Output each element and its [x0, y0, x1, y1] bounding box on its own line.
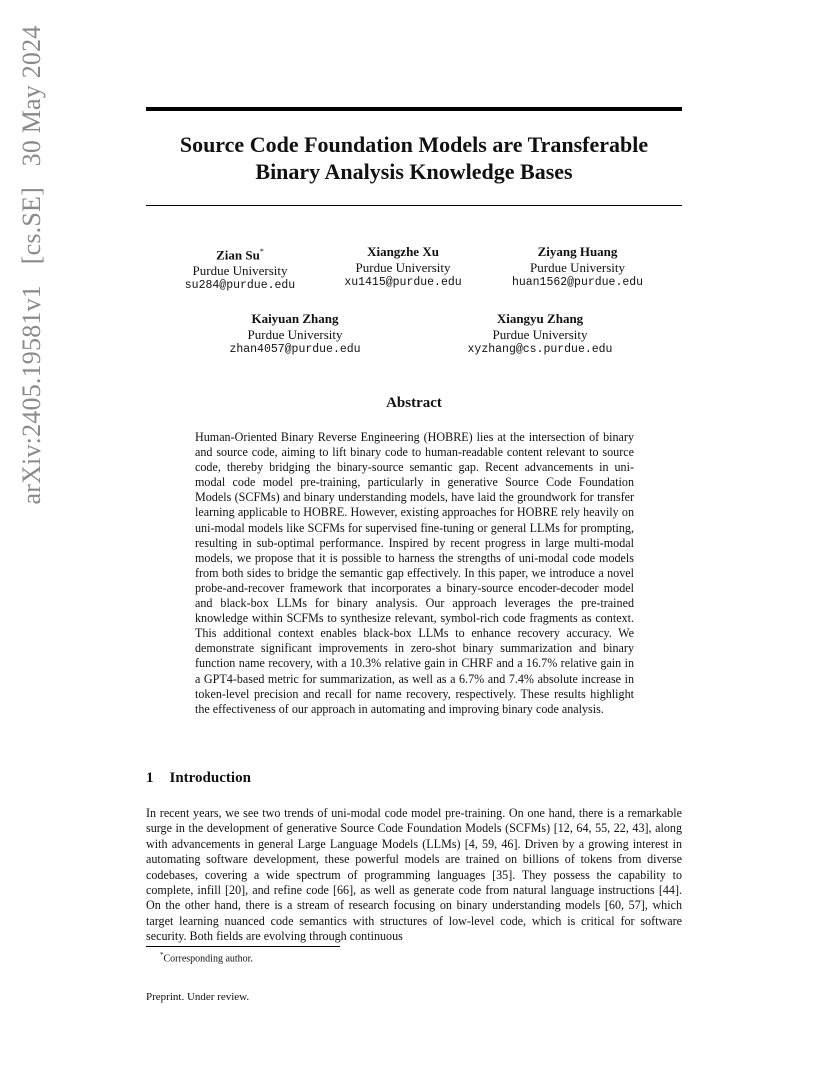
paper-title: Source Code Foundation Models are Transferable Binary Analysis Knowledge Bases: [179, 132, 649, 184]
author-affiliation: Purdue University: [492, 326, 588, 342]
footnote-mark: *: [160, 951, 164, 959]
arxiv-category: [cs.SE]: [17, 187, 46, 265]
abstract-heading: Abstract: [386, 395, 442, 411]
arxiv-id: arXiv:2405.19581v1: [17, 284, 46, 505]
author-affiliation: Purdue University: [192, 262, 288, 278]
title-bottom-rule: [146, 205, 682, 206]
author-affiliation: Purdue University: [530, 259, 625, 275]
footnote: [160, 951, 253, 964]
arxiv-date: 30 May 2024: [17, 25, 46, 167]
author-email: xyzhang@cs.purdue.edu: [467, 343, 613, 356]
introduction-text: In recent years, we see two trends of uni-modal code model pre-training. On one hand, there is a remarkable surge in the development of generative Source Code Foundation Models (SCFMs) [12, 64, 55, 22, 43], along with advancements in general Large Language Models (LLMs) [4, 59, 46]. Driven by a growing interest in automating software development, these powerful models are trained on billions of tokens from diverse codebases, covering a wide spectrum of programming languages [35]. They possess the capability to complete, infill [20], and refine code [66], as well as generate code from natural language instructions [44]. On the other hand, there is a stream of research focusing on binary understanding models [60, 57], which target learning nuanced code semantics with structures of low-level code, which is critical for software security. Both fields are evolving through continuous: [146, 806, 682, 944]
author-block: [220, 311, 370, 358]
author-block: [500, 244, 655, 291]
section-title: Introduction: [169, 770, 251, 786]
section-heading: [146, 770, 251, 787]
title-top-rule: [146, 107, 682, 111]
author-name: Zian Su*: [216, 247, 264, 263]
author-email: su284@purdue.edu: [184, 279, 296, 293]
footnote-rule: [146, 946, 340, 947]
author-name: Ziyang Huang: [537, 244, 618, 259]
author-block: [170, 244, 310, 294]
author-block: [333, 244, 473, 291]
author-affiliation: Purdue University: [247, 326, 343, 342]
section-number: 1: [146, 770, 154, 786]
author-email: huan1562@purdue.edu: [511, 276, 644, 289]
abstract-text: Human-Oriented Binary Reverse Engineering (HOBRE) lies at the intersection of binary and source code, aiming to lift binary code to human-readable content relevant to source code, thereby bridging the binary-source semantic gap. Recent advancements in uni-modal code model pre-training, particularly in generative Source Code Foundation Models (SCFMs) and binary understanding models, have laid the groundwork for transfer learning applicable to HOBRE. However, existing approaches for HOBRE rely heavily on uni-modal models like SCFMs for supervised fine-tuning or general LLMs for prompting, resulting in sub-optimal performance. Inspired by recent progress in large multi-modal models, we propose that it is possible to harness the strengths of uni-modal code models from both sides to bridge the semantic gap effectively. In this paper, we introduce a novel probe-and-recover framework that incorporates a binary-source encoder-decoder model and black-box LLMs for binary analysis. Our approach leverages the pre-trained knowledge within SCFMs to synthesize relevant, symbol-rich code fragments as context. This additional context enables black-box LLMs to enhance recovery accuracy. We demonstrate significant improvements in zero-shot binary summarization and binary function name recovery, with a 10.3% relative gain in CHRF and a 16.7% relative gain in a GPT4-based metric for summarization, as well as a 6.7% and 7.4% absolute increase in token-level precision and recall for name recovery, respectively. These results highlight the effectiveness of our approach in automating and improving binary code analysis.: [195, 430, 634, 716]
author-name: Xiangzhe Xu: [367, 244, 439, 259]
arxiv-identifier-stamp: [17, 25, 47, 505]
preprint-notice: Preprint. Under review.: [146, 991, 250, 1003]
author-name: Kaiyuan Zhang: [251, 311, 339, 326]
author-block: [445, 311, 635, 358]
footnote-text: Corresponding author.: [163, 953, 253, 965]
author-email: xu1415@purdue.edu: [344, 276, 462, 289]
author-email: zhan4057@purdue.edu: [229, 343, 361, 356]
author-affiliation: Purdue University: [355, 259, 451, 275]
author-name: Xiangyu Zhang: [496, 311, 584, 326]
